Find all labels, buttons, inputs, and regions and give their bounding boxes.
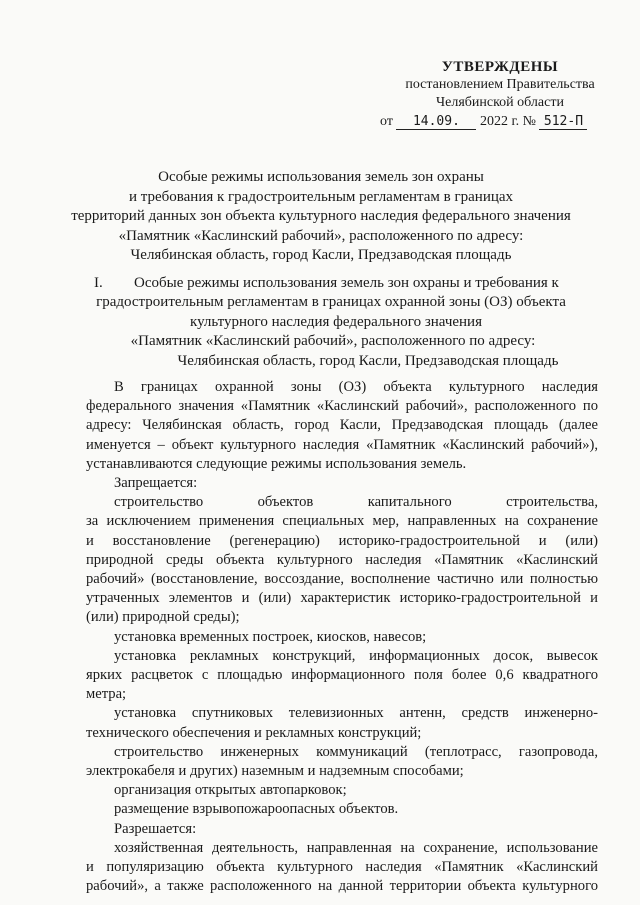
title-line: и требования к градостроительным регламентам в границах: [128, 188, 514, 205]
title-line: территорий данных зон объекта культурного наследия федерального значения: [71, 208, 571, 225]
list-item-line: природной среды объекта культурного наследия «Памятник «Каслинский: [86, 551, 598, 568]
section-heading-line-2: градостроительным регламентам в границах охранной зоны (ОЗ) объекта: [96, 294, 566, 311]
prohibited-heading: Запрещается:: [114, 475, 198, 492]
section-heading-line-1: [86, 274, 586, 293]
intro-line: федерального значения «Памятник «Каслинский рабочий», расположенного по: [86, 398, 598, 415]
list-item-line: и восстановление (регенерацию) историко-градостроительной и (или): [86, 532, 598, 549]
list-item: размещение взрывопожароопасных объектов.: [114, 801, 399, 818]
approval-date-line: [380, 113, 600, 131]
handwritten-number: 512-П: [539, 114, 587, 130]
intro-line: В границах охранной зоны (ОЗ) объекта культурного наследия: [114, 379, 598, 395]
approval-title: УТВЕРЖДЕНЫ: [441, 59, 559, 75]
section-heading-line-5: Челябинская область, город Касли, Предзаводская площадь: [177, 352, 559, 369]
section-heading-line-3: культурного наследия федерального значения: [190, 313, 482, 330]
intro-line: именуется – объект культурного наследия «Памятник «Каслинский рабочий»),: [86, 436, 598, 453]
list-item-line: за исключением применения специальных мер, направленных на сохранение: [86, 513, 598, 530]
date-prefix: от: [380, 114, 393, 129]
list-item-line: утраченных элементов и (или) характеристик историко-градостроительной и: [86, 590, 598, 607]
list-item-line: и популяризацию объекта культурного наследия «Памятник «Каслинский: [86, 859, 598, 876]
list-item-line: (или) природной среды);: [86, 609, 240, 626]
list-item: организация открытых автопарковок;: [114, 782, 347, 799]
list-item-line: ярких расцветок с площадью информационного поля более 0,6 квадратного: [86, 667, 598, 684]
list-item-line: установка рекламных конструкций, информационных досок, вывесок: [114, 647, 598, 664]
list-item-line: строительство инженерных коммуникаций (теплотрасс, газопровода,: [114, 743, 598, 760]
list-item-line: хозяйственная деятельность, направленная на сохранение, использование: [114, 839, 598, 856]
section-heading-line-4: «Памятник «Каслинский рабочий», расположенного по адресу:: [130, 333, 536, 350]
list-item-line: установка спутниковых телевизионных антенн, средств инженерно-: [114, 705, 598, 722]
title-line: Особые режимы использования земель зон охраны: [158, 169, 484, 185]
title-line: Челябинская область, город Касли, Предзаводская площадь: [130, 247, 512, 264]
title-line: «Памятник «Каслинский рабочий», расположенного по адресу:: [118, 227, 524, 244]
list-item-line: технического обеспечения и рекламных конструкций;: [86, 724, 422, 741]
section-heading: [86, 274, 586, 371]
section-heading-text: Особые режимы использования земель зон охраны и требования к: [134, 275, 559, 291]
allowed-heading: Разрешается:: [114, 820, 197, 837]
section-number: I.: [94, 275, 103, 291]
handwritten-date: 14.09.: [396, 114, 476, 130]
document-body: [86, 378, 598, 896]
list-item: установка временных построек, киосков, навесов;: [114, 628, 427, 645]
list-item-line: рабочий» (восстановление, воссоздание, восполнение частично или полностью: [86, 571, 598, 588]
intro-line: адресу: Челябинская область, город Касли, Предзаводская площадь (далее: [86, 417, 598, 434]
approval-line-2: Челябинской области: [436, 95, 564, 110]
list-item-line: метра;: [86, 686, 127, 703]
list-item-line: электрокабеля и других) наземным и надземным способами;: [86, 763, 464, 780]
approval-line-1: постановлением Правительства: [405, 77, 595, 92]
approval-block: [380, 58, 600, 131]
intro-line: устанавливаются следующие режимы использования земель.: [86, 455, 467, 472]
document-title: [60, 168, 582, 266]
list-item-line: рабочий», а также расположенного на данной территории объекта культурного: [86, 878, 598, 895]
year-number-label: 2022 г. №: [479, 114, 536, 129]
list-item-line: строительство объектов капитального строительства,: [114, 494, 598, 511]
